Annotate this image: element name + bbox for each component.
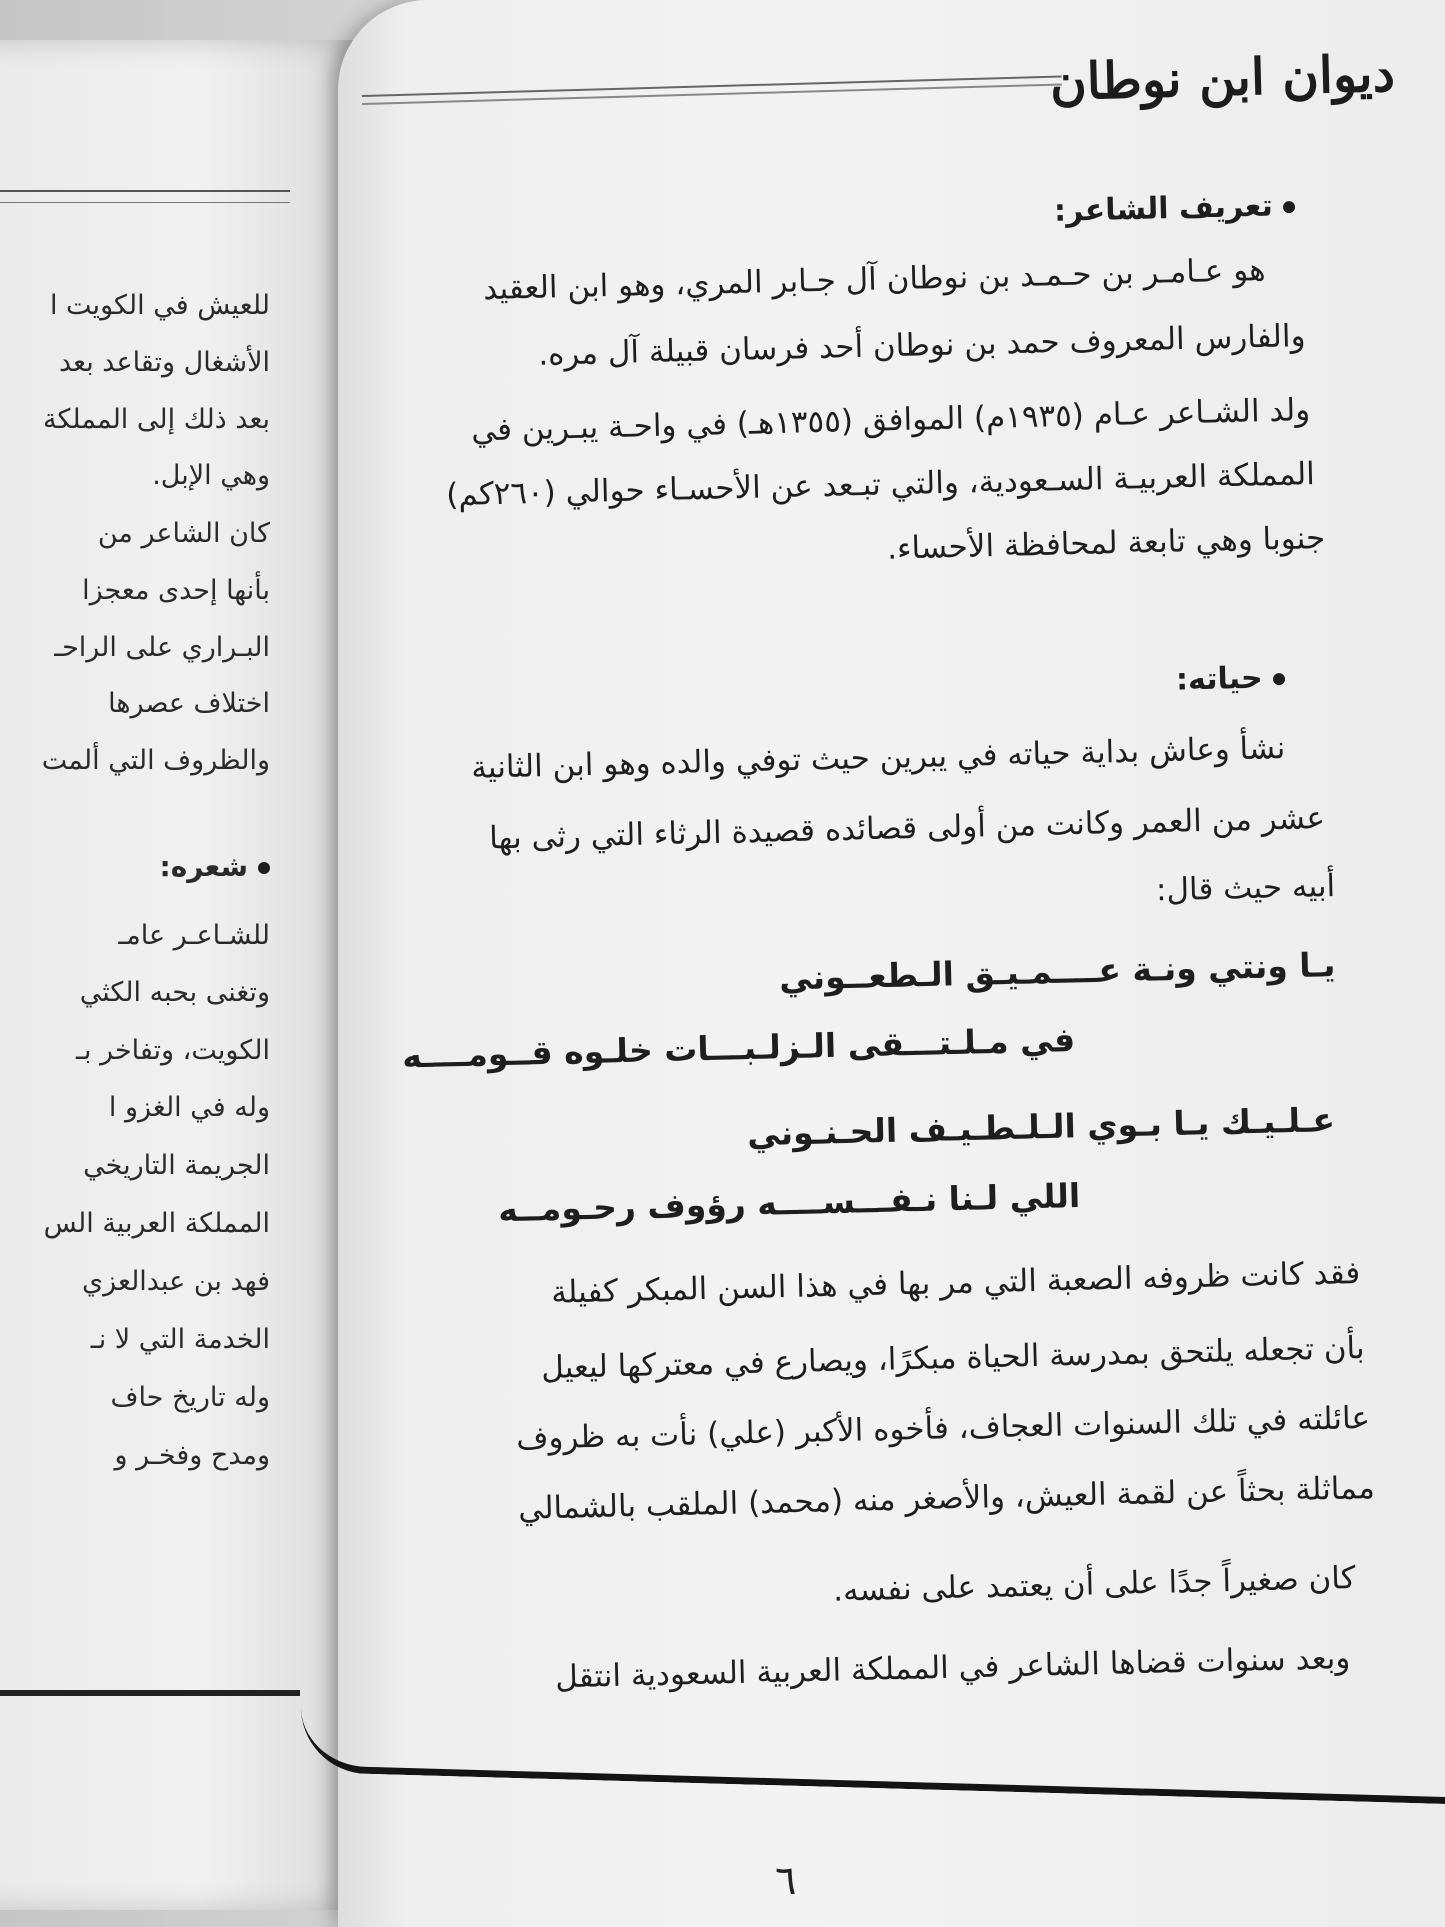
body-line: أبيه حيث قال: — [1155, 868, 1336, 909]
verse-line: في مـلـتـــقى الـزلـبـــات خلـوه قــومــــه — [401, 1020, 1076, 1076]
left-line: المملكة العربية الس — [43, 1208, 270, 1239]
body-line: نشأ وعاش بداية حياته في يبرين حيث توفي والده وهو ابن الثانية — [470, 730, 1286, 786]
book-title: ديوان ابن نوطان — [1049, 43, 1396, 112]
left-line: الجريمة التاريخي — [83, 1150, 270, 1181]
body-line: ولد الشـاعر عـام (١٩٣٥م) الموافق (١٣٥٥هـ) في واحـة يبـرين في — [470, 392, 1311, 449]
left-line: الخدمة التي لا نـ — [90, 1324, 270, 1355]
left-line: اختلاف عصرها — [108, 688, 270, 719]
left-line: بأنها إحدى معجزا — [82, 575, 270, 606]
left-line: وتغنى بحبه الكثي — [79, 977, 270, 1008]
left-line: الأشغال وتقاعد بعد — [59, 347, 270, 378]
section-heading-text: تعريف الشاعر: — [1053, 188, 1274, 229]
left-header-rule — [0, 190, 290, 203]
body-line: والفارس المعروف حمد بن نوطان أحد فرسان قبيلة آل مره. — [537, 318, 1306, 373]
body-line: عشر من العمر وكانت من أولى قصائده قصيدة الرثاء التي رثى بها — [488, 800, 1326, 857]
left-section-heading — [160, 850, 270, 883]
left-line: وهي الإبل. — [152, 460, 270, 491]
left-line: ومدح وفخـر و — [114, 1440, 270, 1471]
body-line: جنوبا وهي تابعة لمحافظة الأحساء. — [886, 520, 1326, 567]
bullet-icon — [1273, 673, 1285, 685]
left-line: للشـاعـر عامـ — [118, 920, 270, 951]
body-line: عائلته في تلك السنوات العجاف، فأخوه الأكبر (علي) نأت به ظروف — [515, 1400, 1371, 1457]
left-heading-text: شعره: — [159, 850, 248, 883]
left-line: للعيش في الكويت ا — [49, 290, 270, 321]
section-heading-text: حياته: — [1176, 660, 1264, 698]
verse-line: يـا ونتي ونـة عــــمـيـق الـطعــوني — [778, 945, 1336, 998]
body-line: هو عـامـر بن حـمـد بن نوطان آل جـابر المري، وهو ابن العقيد — [482, 252, 1266, 308]
section-heading — [1176, 660, 1285, 698]
page-number: ٦ — [775, 1858, 797, 1904]
body-line: بأن تجعله يلتحق بمدرسة الحياة مبكرًا، ويصارع في معتركها ليعيل — [541, 1330, 1366, 1387]
left-line: البـراري على الراحـ — [54, 632, 270, 663]
body-line: كان صغيراً جدًا على أن يعتمد على نفسه. — [832, 1560, 1356, 1609]
bullet-icon — [258, 862, 270, 874]
left-line: وله تاريخ حاف — [110, 1382, 270, 1413]
body-line: المملكة العربيـة السـعودية، والتي تبـعد عن الأحسـاء حوالي (٢٦٠كم) — [446, 456, 1316, 514]
left-line: كان الشاعر من — [97, 518, 270, 549]
left-line: وله في الغزو ا — [108, 1092, 270, 1123]
left-line: بعد ذلك إلى المملكة — [43, 404, 270, 435]
left-footer-rule — [0, 1690, 300, 1696]
body-line: فقد كانت ظروفه الصعبة التي مر بها في هذا السن المبكر كفيلة — [550, 1255, 1361, 1311]
left-line: فهد بن عبدالعزي — [82, 1266, 270, 1297]
left-line: الكويت، وتفاخر بـ — [76, 1035, 270, 1066]
body-line: وبعد سنوات قضاها الشاعر في المملكة العربية السعودية انتقل — [554, 1640, 1351, 1696]
left-page — [0, 40, 355, 1910]
left-line: والظروف التي ألمت — [41, 745, 270, 776]
bullet-icon — [1283, 201, 1295, 213]
section-heading — [1054, 188, 1296, 229]
verse-line: اللي لـنا نـفـــســــه رؤوف رحـومــه — [497, 1176, 1081, 1230]
verse-line: عـلـيـك يـا بـوي الـلـطـيـف الحـنـوني — [746, 1100, 1336, 1154]
body-line: مماثلة بحثاً عن لقمة العيش، والأصغر منه (محمد) الملقب بالشمالي — [518, 1470, 1376, 1527]
